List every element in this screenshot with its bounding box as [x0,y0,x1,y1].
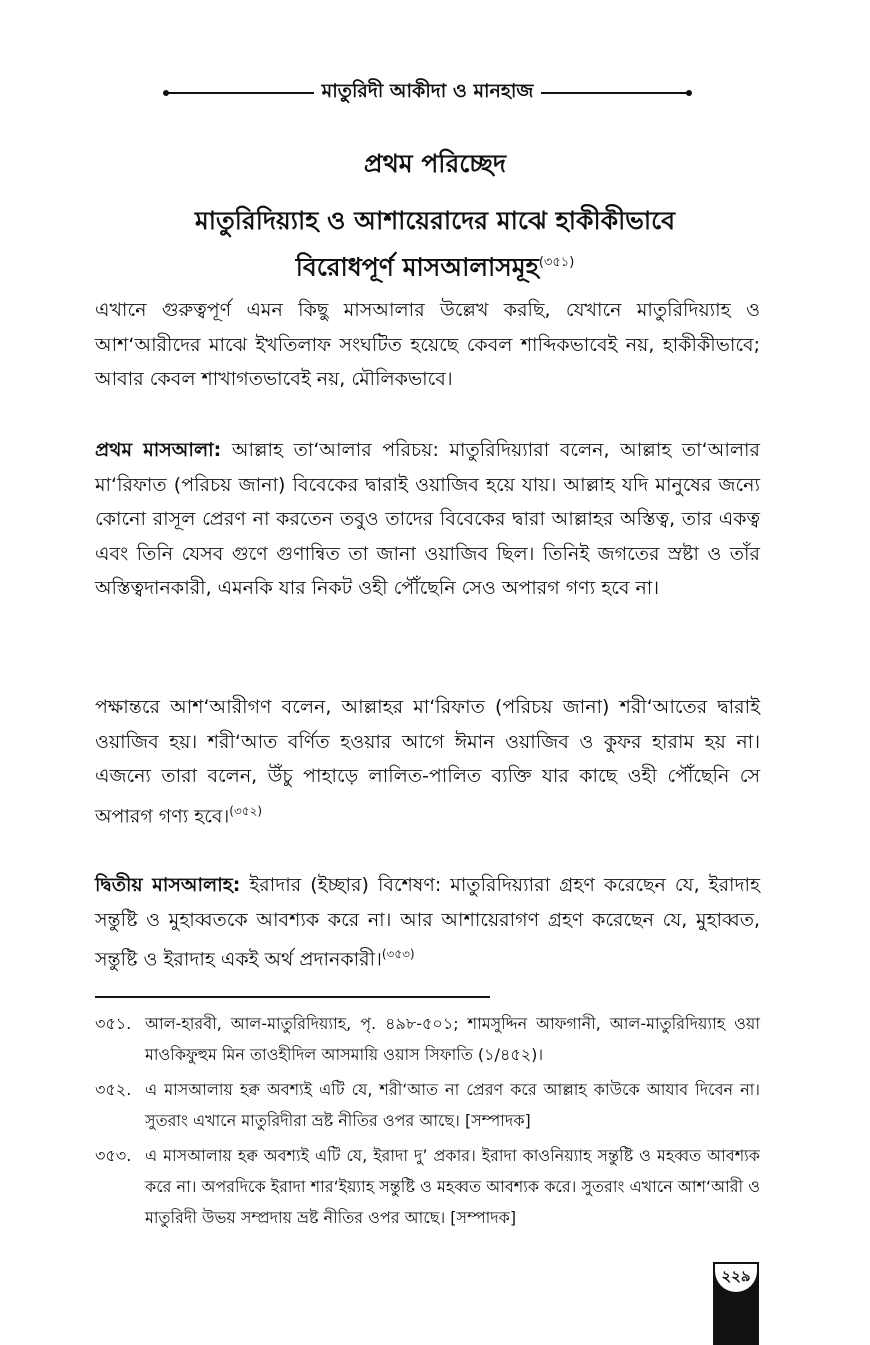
footnote-text: এ মাসআলায় হক্ব অবশ্যই এটি যে, ইরাদা দু’ প্রকার। ইরাদা কাওনিয়্যাহ সন্তুষ্টি ও মহব্বত আবশ্যক করে না। অপরদিকে ইরাদা শার‘ইয়্যাহ সন্তুষ্টি ও মহব্বত আবশ্যক করে। সুতরাং এখানে আশ‘আরী ও মাতুরিদী উভয় সম্প্রদায় ভ্রষ্ট নীতির ওপর আছে। [সম্পাদক] [145,1146,760,1227]
running-title: মাতুরিদী আকীদা ও মানহাজ [321,80,534,102]
footnote-text: এ মাসআলায় হক্ব অবশ্যই এটি যে, শরী‘আত না প্রেরণ করে আল্লাহ কাউকে আযাব দিবেন না। সুতরাং এখানে মাতুরিদীরা ভ্রষ্ট নীতির ওপর আছে। [সম্পাদক] [145,1080,760,1130]
running-header [165,78,690,108]
page-number: ২২৯ [715,1264,757,1292]
intro-paragraph: এখানে গুরুত্বপূর্ণ এমন কিছু মাসআলার উল্লেখ করছি, যেখানে মাতুরিদিয়্যাহ ও আশ‘আরীদের মাঝে ইখতিলাফ সংঘটিত হয়েছে কেবল শাব্দিকভাবেই নয়, হাকীকীভাবে; আবার কেবল শাখাগতভাবেই নয়, মৌলিকভাবে। [95,299,760,390]
footnote-ref-351[interactable]: (৩৫১) [538,255,575,270]
chapter-heading: প্রথম পরিচ্ছেদ [363,149,507,178]
first-issue-label: প্রথম মাসআলা: [95,439,222,461]
footnote-divider [95,996,490,998]
section-heading-line1: মাতুরিদিয়্যাহ ও আশায়েরাদের মাঝে হাকীকীভাবে [194,206,676,235]
footnote-number: ৩৫২. [95,1080,132,1099]
second-issue-label: দ্বিতীয় মাসআলাহ: [95,874,241,896]
header-rule-left [165,92,314,94]
page-number-tab [713,1262,759,1345]
header-rule-right [541,92,690,94]
section-heading [95,200,775,288]
section-heading-line2-text: বিরোধপূর্ণ মাসআলাসমূহ [295,252,539,282]
ashari-view-text: পক্ষান্তরে আশ‘আরীগণ বলেন, আল্লাহর মা‘রিফাত (পরিচয় জানা) শরী‘আতের দ্বারাই ওয়াজিব হয়। শরী‘আত বর্ণিত হওয়ার আগে ঈমান ওয়াজিব ও কুফর হারাম হয় না। এজন্যে তারা বলেন, উঁচু পাহাড়ে লালিত-পালিত ব্যক্তি যার কাছে ওহী পৌঁছেনি সে অপারগ গণ্য হবে। [95,696,760,827]
first-issue-text: আল্লাহ তা‘আলার পরিচয়: মাতুরিদিয়্যারা বলেন, আল্লাহ তা‘আলার মা‘রিফাত (পরিচয় জানা) বিবেকের দ্বারাই ওয়াজিব হয়ে যায়। আল্লাহ যদি মানুষের জন্যে কোনো রাসূল প্রেরণ না করতেন তবুও তাদের বিবেকের দ্বারা আল্লাহর অস্তিত্ব, তার একত্ব এবং তিনি যেসব গুণে গুণান্বিত তা জানা ওয়াজিব ছিল। তিনিই জগতের স্রষ্টা ও তাঁর অস্তিত্বদানকারী, এমনকি যার নিকট ওহী পৌঁছেনি সেও অপারগ গণ্য হবে না। [95,439,760,599]
footnote-353 [95,1140,760,1233]
footnote-number: ৩৫৩. [95,1146,132,1165]
section-heading-line2 [95,242,775,288]
second-issue-paragraph [95,868,760,977]
footnotes [95,1008,760,1237]
ashari-view-paragraph [95,690,760,833]
footnote-351 [95,1008,760,1070]
footnote-ref-353[interactable]: (৩৫৩) [381,947,415,961]
second-issue-text: ইরাদার (ইচ্ছার) বিশেষণ: মাতুরিদিয়্যারা গ্রহণ করেছেন যে, ইরাদাহ সন্তুষ্টি ও মুহাব্বতকে আবশ্যক করে না। আর আশায়েরাগণ গ্রহণ করেছেন যে, মুহাব্বত, সন্তুষ্টি ও ইরাদাহ একই অর্থ প্রদানকারী। [95,874,761,971]
footnote-text: আল-হারবী, আল-মাতুরিদিয়্যাহ, পৃ. ৪৯৮-৫০১; শামসুদ্দিন আফগানী, আল-মাতুরিদিয়্যাহ ওয়া মাওকিফুহুম মিন তাওহীদিল আসমায়ি ওয়াস সিফাতি (১/৪৫২)। [145,1014,760,1064]
footnote-352 [95,1074,760,1136]
footnote-number: ৩৫১. [95,1014,132,1033]
first-issue-paragraph [95,433,760,606]
footnote-ref-352[interactable]: (৩৫২) [229,803,263,818]
